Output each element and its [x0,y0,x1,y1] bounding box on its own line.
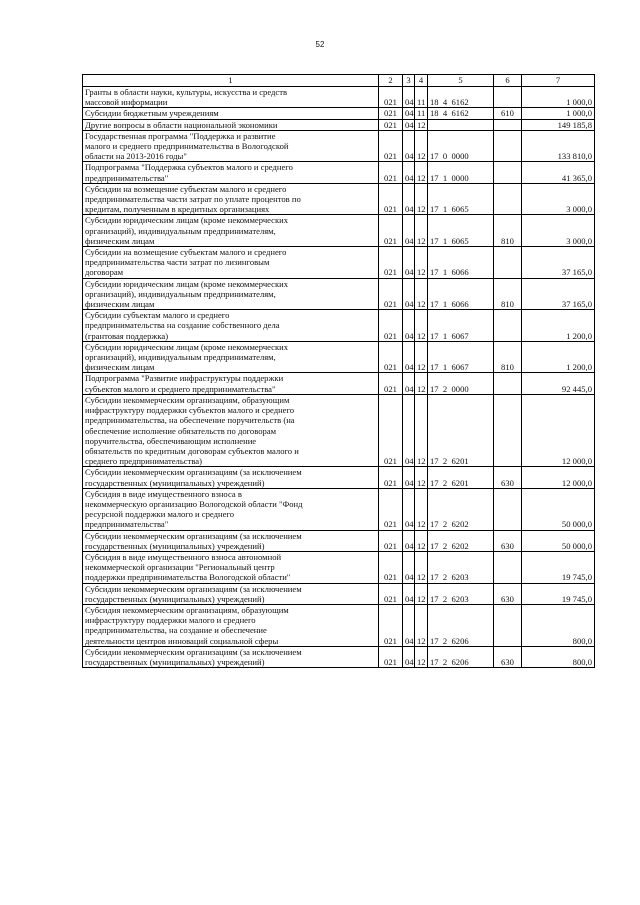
row-name-line: предпринимательства части затрат по уплате процентов по [85,194,301,205]
subsection-code-cell: 11 [415,87,428,108]
subsection-code-cell: 12 [415,467,428,488]
expense-type-cell: 630 [494,646,522,667]
target-article-cell: 17 1 0000 [428,162,494,183]
section-code-cell: 04 [403,530,415,551]
section-code-cell: 04 [403,394,415,466]
table-header-row [83,75,595,87]
row-name-line: предпринимательства на создание собственного дела [85,320,280,331]
expense-type-cell [494,87,522,108]
ministry-code-cell: 021 [379,162,403,183]
table-row [83,467,595,488]
row-name-line: Субсидии на возмещение субъектам малого и среднего [85,183,287,194]
ministry-code-cell: 021 [379,530,403,551]
ministry-code-cell: 021 [379,278,403,310]
ministry-code-cell: 021 [379,604,403,646]
section-code-cell: 04 [403,87,415,108]
row-name-line: предпринимательства, на обеспечение поручительств (на [85,415,295,426]
row-name-line: Субсидии некоммерческим организациям (за исключением [85,467,302,478]
expense-type-cell: 810 [494,215,522,247]
section-code-cell: 04 [403,119,415,130]
row-name-line: организаций), индивидуальным предпринимателям, [85,225,276,236]
amount-cell: 3 000,0 [522,215,595,247]
target-article-cell: 17 1 6066 [428,247,494,279]
header-cell: 5 [428,75,494,87]
amount-cell: 1 200,0 [522,341,595,373]
section-code-cell: 04 [403,604,415,646]
row-name-line: организаций), индивидуальным предпринимателям, [85,288,276,299]
row-name-line: Субсидии юридическим лицам (кроме некоммерческих [85,278,289,289]
amount-cell: 1 200,0 [522,310,595,342]
row-name-line: Субсидия в виде имущественного взноса в [85,488,242,499]
target-article-cell: 18 4 6162 [428,87,494,108]
header-cell: 6 [494,75,522,87]
subsection-code-cell: 12 [415,530,428,551]
target-article-cell: 17 1 6067 [428,310,494,342]
table-row [83,551,595,583]
ministry-code-cell: 021 [379,341,403,373]
target-article-cell: 17 2 6206 [428,604,494,646]
table-row [83,162,595,183]
row-name-line: среднего предпринимательства) [85,456,202,467]
row-name-line: Субсидии некоммерческим организациям (за исключением [85,646,302,657]
row-name-cell [83,394,379,466]
row-name-line: договорам [85,267,124,278]
row-name-line: Субсидии некоммерческим организациям (за исключением [85,530,302,541]
amount-cell: 37 165,0 [522,247,595,279]
subsection-code-cell: 12 [415,247,428,279]
ministry-code-cell: 021 [379,551,403,583]
row-name-line: физическим лицам [85,299,155,310]
row-name-line: (грантовая поддержка) [85,330,169,341]
amount-cell: 3 000,0 [522,183,595,215]
amount-cell: 1 000,0 [522,87,595,108]
header-cell: 3 [403,75,415,87]
row-name-cell [83,488,379,530]
subsection-code-cell: 12 [415,183,428,215]
section-code-cell: 04 [403,183,415,215]
row-name-line: Субсидии юридическим лицам (кроме некоммерческих [85,215,289,226]
row-name-line: государственных (муниципальных) учреждений) [85,477,265,488]
row-name-cell [83,604,379,646]
section-code-cell: 04 [403,278,415,310]
page-number: 52 [315,40,325,49]
expense-type-cell: 610 [494,108,522,119]
amount-cell: 133 810,0 [522,130,595,162]
row-name-line: организаций), индивидуальным предпринимателям, [85,352,276,363]
row-name-cell [83,467,379,488]
row-name-line: инфраструктуру поддержки малого и среднего [85,615,256,626]
table-row [83,583,595,604]
row-name-line: Другие вопросы в области национальной экономики [85,119,278,130]
row-name-line: инфраструктуру поддержки субъектов малого и среднего [85,405,295,416]
row-name-line: предпринимательства" [85,519,169,530]
section-code-cell: 04 [403,488,415,530]
header-cell: 2 [379,75,403,87]
expense-type-cell [494,604,522,646]
row-name-cell [83,183,379,215]
row-name-cell [83,130,379,162]
expense-type-cell [494,119,522,130]
row-name-line: обеспечение исполнение обязательств по договорам [85,425,277,436]
row-name-cell [83,310,379,342]
expense-type-cell [494,488,522,530]
ministry-code-cell: 021 [379,130,403,162]
expense-type-cell [494,394,522,466]
target-article-cell: 17 2 6202 [428,488,494,530]
expense-type-cell: 630 [494,530,522,551]
table-row [83,183,595,215]
row-name-line: некоммерческой организации "Региональный центр [85,562,275,573]
row-name-line: Подпрограмма "Развитие инфраструктуры поддержки [85,373,284,384]
row-name-cell [83,119,379,130]
row-name-line: Субсидии субъектам малого и среднего [85,310,230,321]
expense-type-cell [494,183,522,215]
section-code-cell: 04 [403,373,415,394]
ministry-code-cell: 021 [379,467,403,488]
target-article-cell: 17 2 0000 [428,373,494,394]
row-name-line: малого и среднего предпринимательства в Вологодской [85,141,289,152]
subsection-code-cell: 12 [415,162,428,183]
table-body [83,87,595,668]
ministry-code-cell: 021 [379,373,403,394]
row-name-line: субъектов малого и среднего предпринимательства" [85,383,276,394]
subsection-code-cell: 12 [415,488,428,530]
amount-cell: 50 000,0 [522,488,595,530]
amount-cell: 50 000,0 [522,530,595,551]
target-article-cell: 17 2 6203 [428,583,494,604]
target-article-cell: 17 1 6066 [428,278,494,310]
row-name-line: физическим лицам [85,235,155,246]
row-name-line: Субсидия в виде имущественного взноса автономной [85,551,282,562]
row-name-line: деятельности центров инноваций социальной сферы [85,635,279,646]
subsection-code-cell: 12 [415,278,428,310]
target-article-cell: 17 1 6065 [428,183,494,215]
row-name-line: кредитам, полученным в кредитных организациях [85,204,270,215]
section-code-cell: 04 [403,130,415,162]
row-name-cell [83,530,379,551]
target-article-cell: 17 1 6067 [428,341,494,373]
row-name-line: государственных (муниципальных) учреждений) [85,540,265,551]
table-row [83,310,595,342]
subsection-code-cell: 12 [415,130,428,162]
amount-cell: 41 365,0 [522,162,595,183]
row-name-line: поручительства, обеспечивающим исполнение [85,435,257,446]
row-name-line: предпринимательства" [85,172,169,183]
row-name-line: Гранты в области науки, культуры, искусства и средств [85,87,288,97]
expense-type-cell [494,551,522,583]
header-cell: 4 [415,75,428,87]
row-name-cell [83,108,379,119]
ministry-code-cell: 021 [379,119,403,130]
subsection-code-cell: 12 [415,583,428,604]
ministry-code-cell: 021 [379,646,403,667]
table-row [83,130,595,162]
row-name-cell [83,215,379,247]
ministry-code-cell: 021 [379,488,403,530]
expense-type-cell [494,247,522,279]
table-row [83,278,595,310]
table-row [83,604,595,646]
expense-type-cell: 810 [494,341,522,373]
subsection-code-cell: 12 [415,394,428,466]
section-code-cell: 04 [403,646,415,667]
row-name-line: государственных (муниципальных) учреждений) [85,593,265,604]
section-code-cell: 04 [403,467,415,488]
row-name-line: Субсидии на возмещение субъектам малого и среднего [85,247,287,258]
header-cell: 7 [522,75,595,87]
row-name-line: массовой информации [85,97,168,108]
target-article-cell: 17 2 6201 [428,467,494,488]
row-name-cell [83,341,379,373]
row-name-cell [83,247,379,279]
expense-type-cell [494,130,522,162]
ministry-code-cell: 021 [379,87,403,108]
row-name-line: поддержки предпринимательства Вологодской области" [85,572,291,583]
table-row [83,646,595,667]
subsection-code-cell: 12 [415,310,428,342]
row-name-cell [83,551,379,583]
expense-type-cell [494,373,522,394]
section-code-cell: 04 [403,551,415,583]
header-cell: 1 [83,75,379,87]
subsection-code-cell: 12 [415,551,428,583]
row-name-cell [83,278,379,310]
section-code-cell: 04 [403,247,415,279]
table-row [83,373,595,394]
budget-table [82,74,595,668]
subsection-code-cell: 11 [415,108,428,119]
row-name-line: Государственная программа "Поддержка и развитие [85,130,276,141]
ministry-code-cell: 021 [379,247,403,279]
subsection-code-cell: 12 [415,119,428,130]
subsection-code-cell: 12 [415,646,428,667]
section-code-cell: 04 [403,162,415,183]
section-code-cell: 04 [403,108,415,119]
expense-type-cell: 810 [494,278,522,310]
amount-cell: 800,0 [522,604,595,646]
row-name-line: некоммерческую организацию Вологодской области "Фонд [85,498,303,509]
table-row [83,215,595,247]
target-article-cell: 17 0 0000 [428,130,494,162]
amount-cell: 1 000,0 [522,108,595,119]
ministry-code-cell: 021 [379,183,403,215]
row-name-line: обязательств по кредитным договорам субъектов малого и [85,445,299,456]
row-name-line: Подпрограмма "Поддержка субъектов малого и среднего [85,162,293,173]
amount-cell: 12 000,0 [522,394,595,466]
expense-type-cell [494,310,522,342]
expense-type-cell: 630 [494,467,522,488]
expense-type-cell: 630 [494,583,522,604]
ministry-code-cell: 021 [379,583,403,604]
row-name-cell [83,162,379,183]
table-row [83,87,595,108]
row-name-line: предпринимательства, на создание и обеспечение [85,625,267,636]
section-code-cell: 04 [403,583,415,604]
section-code-cell: 04 [403,215,415,247]
table-row [83,119,595,130]
target-article-cell: 17 1 6065 [428,215,494,247]
amount-cell: 37 165,0 [522,278,595,310]
row-name-cell [83,583,379,604]
row-name-line: государственных (муниципальных) учреждений) [85,656,265,667]
amount-cell: 12 000,0 [522,467,595,488]
target-article-cell: 18 4 6162 [428,108,494,119]
target-article-cell: 17 2 6202 [428,530,494,551]
table-row [83,394,595,466]
row-name-cell [83,87,379,108]
section-code-cell: 04 [403,310,415,342]
table-row [83,488,595,530]
ministry-code-cell: 021 [379,108,403,119]
target-article-cell: 17 2 6203 [428,551,494,583]
row-name-line: Субсидия некоммерческим организациям, образующим [85,604,289,615]
subsection-code-cell: 12 [415,215,428,247]
table-row [83,108,595,119]
amount-cell: 19 745,0 [522,583,595,604]
table-row [83,530,595,551]
amount-cell: 800,0 [522,646,595,667]
row-name-line: ресурсной поддержки малого и среднего [85,509,235,520]
row-name-cell [83,373,379,394]
ministry-code-cell: 021 [379,310,403,342]
subsection-code-cell: 12 [415,341,428,373]
target-article-cell: 17 2 6206 [428,646,494,667]
row-name-cell [83,646,379,667]
target-article-cell [428,119,494,130]
subsection-code-cell: 12 [415,373,428,394]
row-name-line: области на 2013-2016 годы" [85,151,187,162]
ministry-code-cell: 021 [379,394,403,466]
table-row [83,247,595,279]
row-name-line: Субсидии некоммерческим организациям, образующим [85,394,290,405]
amount-cell: 92 445,0 [522,373,595,394]
section-code-cell: 04 [403,341,415,373]
expense-type-cell [494,162,522,183]
row-name-line: физическим лицам [85,362,155,373]
row-name-line: предпринимательства части затрат по лизинговым [85,257,270,268]
row-name-line: Субсидии юридическим лицам (кроме некоммерческих [85,341,289,352]
row-name-line: Субсидии бюджетным учреждениям [85,108,219,119]
subsection-code-cell: 12 [415,604,428,646]
table-row [83,341,595,373]
row-name-line: Субсидии некоммерческим организациям (за исключением [85,583,302,594]
amount-cell: 149 185,8 [522,119,595,130]
amount-cell: 19 745,0 [522,551,595,583]
target-article-cell: 17 2 6201 [428,394,494,466]
ministry-code-cell: 021 [379,215,403,247]
